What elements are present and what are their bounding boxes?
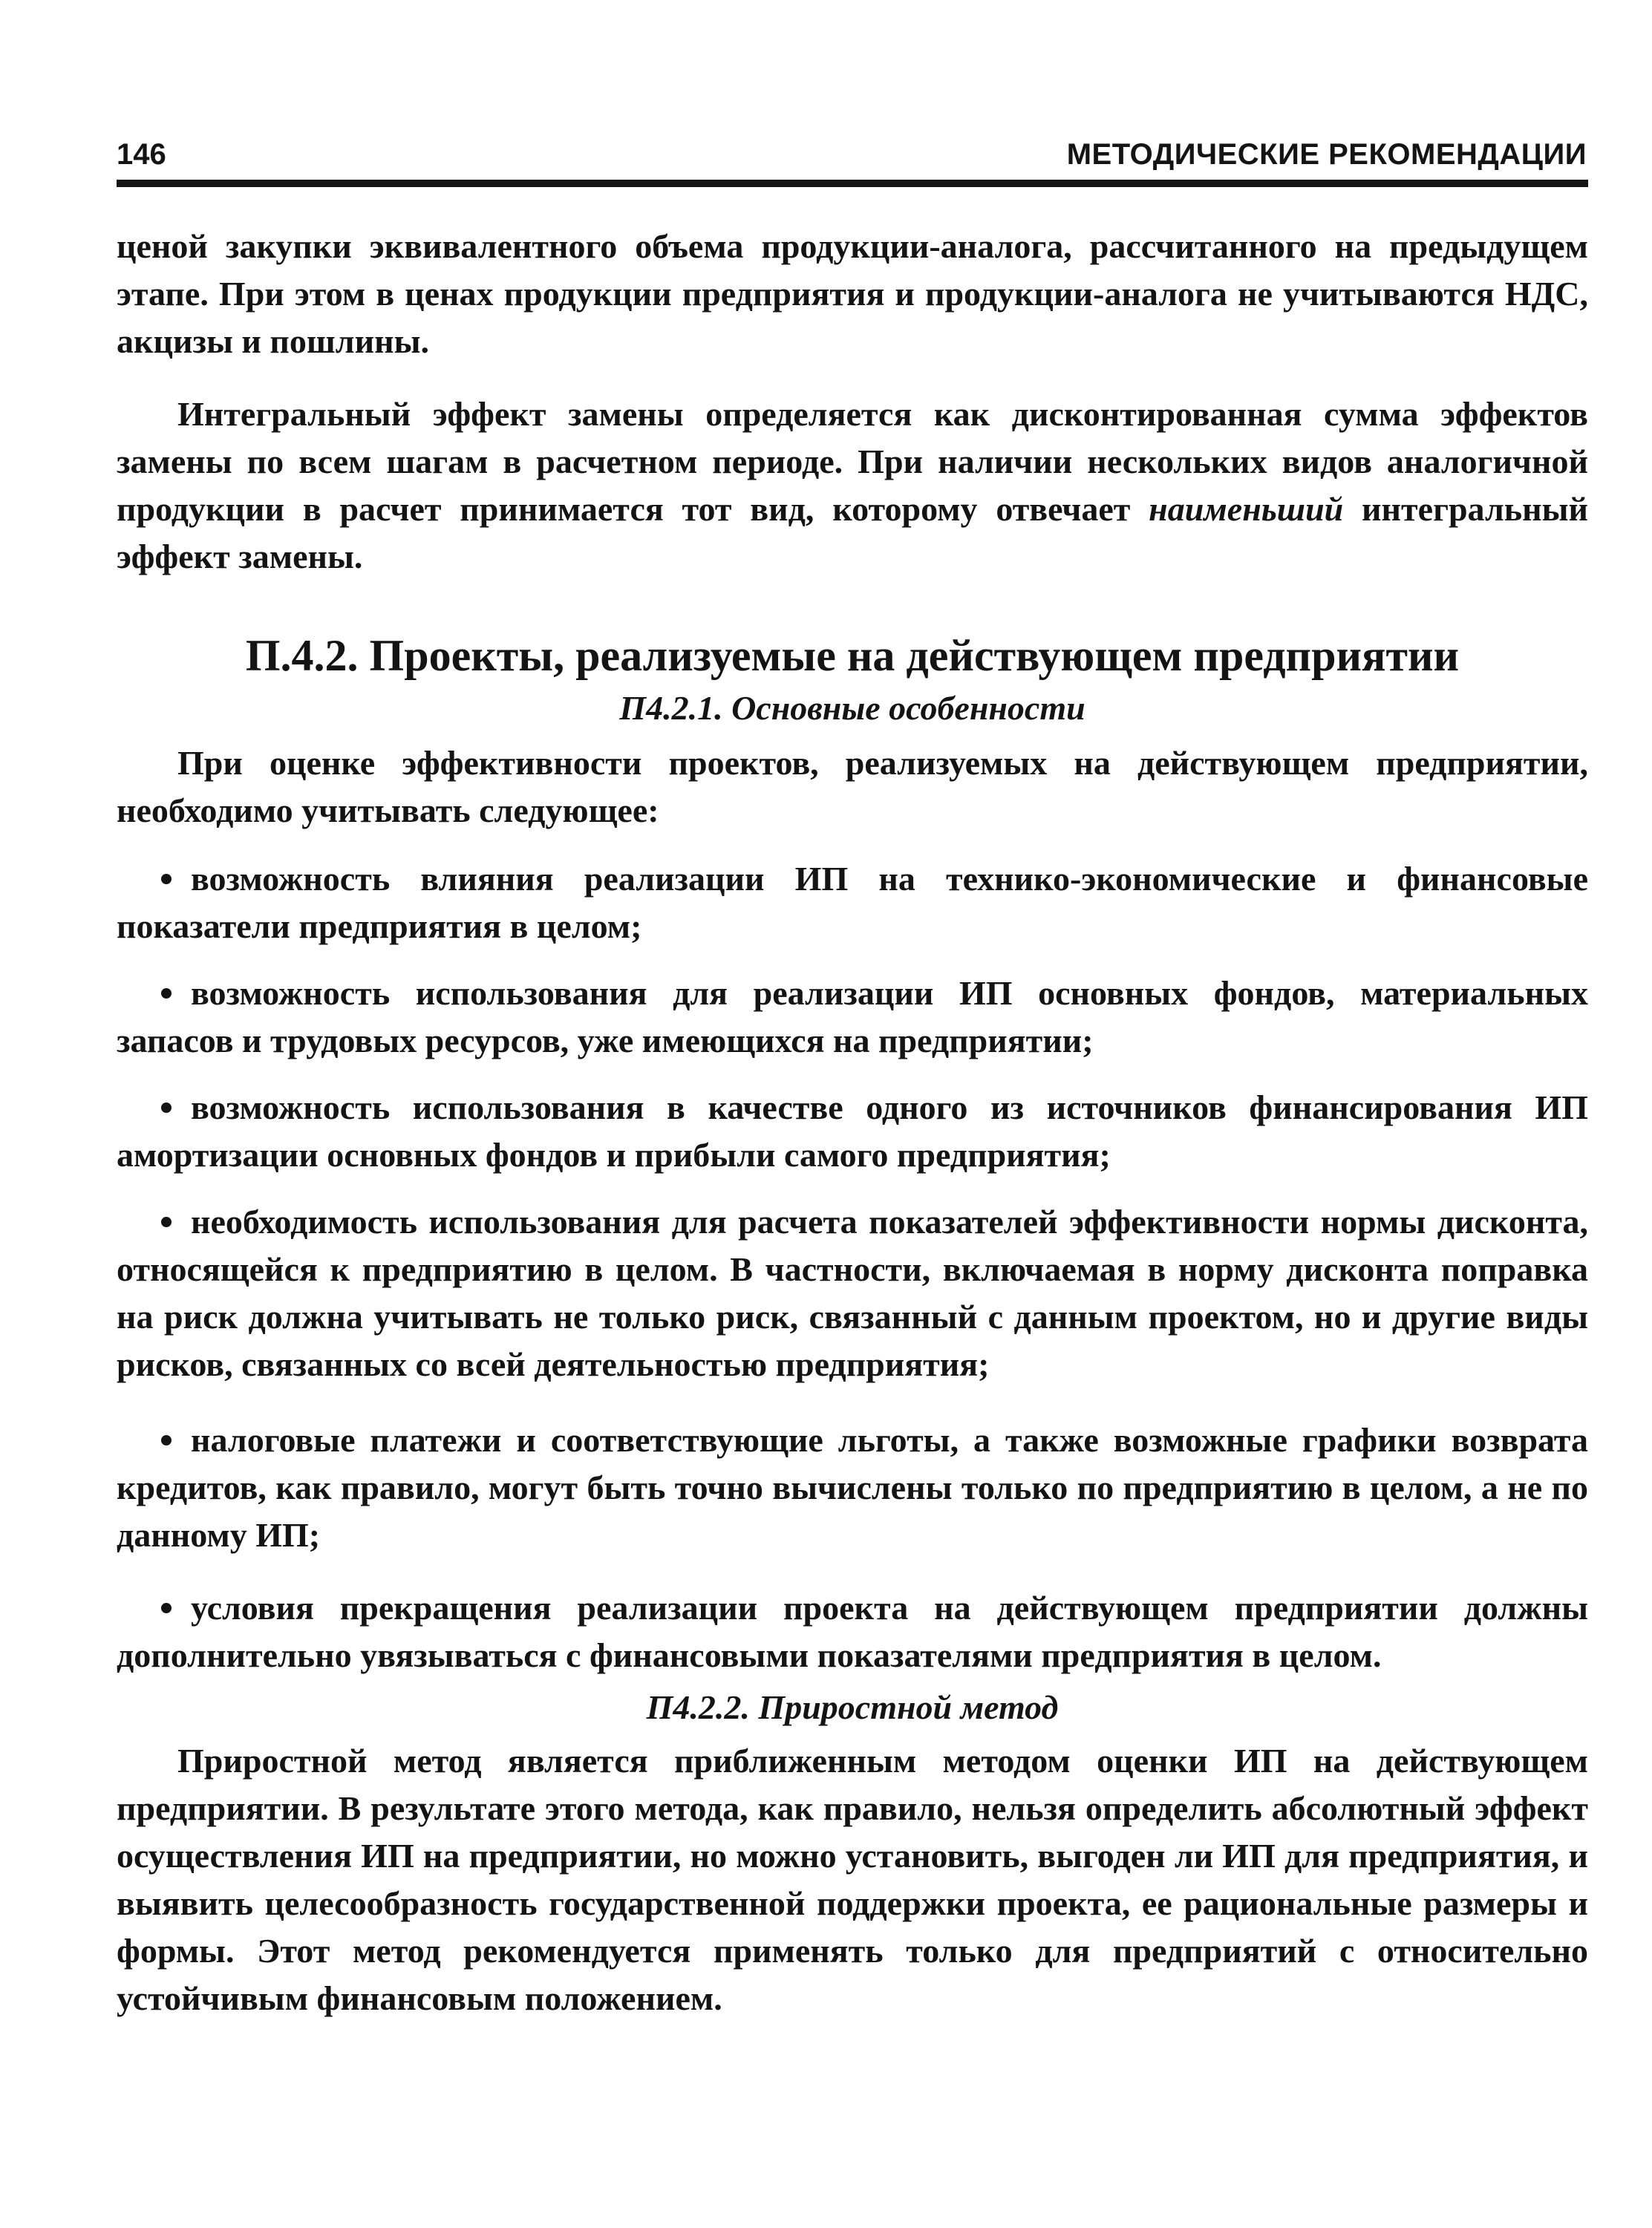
header-rule	[117, 180, 1588, 187]
paragraph-text: ценой закупки эквивалентного объема продукции-аналога, рассчитанного на предыдущем этапе. При этом в ценах продукции предприятия и продукции-аналога не учитываются НДС, акцизы и пошлины.	[117, 227, 1588, 360]
list-item-text: условия прекращения реализации проекта на действующем предприятии должны дополнительно увязываться с финансовыми показателями предприятия в целом.	[117, 1589, 1588, 1674]
list-item	[117, 1584, 1588, 1679]
list-item-text: налоговые платежи и соответствующие льготы, а также возможные графики возврата кредитов, как правило, могут быть точно вычислены только по предприятию в целом, а не по данному ИП;	[117, 1421, 1588, 1554]
list-item	[117, 1417, 1588, 1559]
list-item	[117, 1084, 1588, 1179]
emphasis-word: наименьший	[1149, 490, 1344, 528]
bullet-icon	[161, 988, 172, 999]
paragraph-text-start: Интегральный эффект замены определяется как дисконтированная сумма эффектов замены по всем шагам в расчетном периоде. При наличии нескольких видов аналогичной продукции в расчет принимается тот вид, которому отвечает	[117, 395, 1588, 528]
paragraph-text-end: интегральный эффект замены.	[117, 490, 1589, 575]
subsection-title-incremental-method: П4.2.2. Приростной метод	[646, 1688, 1059, 1726]
paragraph-continuation	[117, 223, 1588, 365]
bullet-icon	[161, 1603, 172, 1613]
list-item-text: возможность использования для реализации ИП основных фондов, материальных запасов и трудовых ресурсов, уже имеющихся на предприятии;	[117, 974, 1588, 1059]
paragraph-text: Приростной метод является приближенным методом оценки ИП на действующем предприятии. В результате этого метода, как правило, нельзя определить абсолютный эффект осуществления ИП на предприятии, но можно установить, выгоден ли ИП для предприятия, и выявить целесообразность государственной поддержки проекта, ее рациональные размеры и формы. Этот метод рекомендуется применять только для предприятий с относительно устойчивым финансовым положением.	[117, 1742, 1588, 2017]
list-item	[117, 855, 1588, 950]
list-item-text: необходимость использования для расчета показателей эффективности нормы дисконта, относящейся к предприятию в целом. В частности, включаемая в норму дисконта поправка на риск должна учитывать не только риск, связанный с данным проектом, но и другие виды рисков, связанных со всей деятельностью предприятия;	[117, 1203, 1588, 1383]
list-item-text: возможность использования в качестве одного из источников финансирования ИП амортизации основных фондов и прибыли самого предприятия;	[117, 1088, 1588, 1174]
page-number: 146	[117, 138, 166, 171]
list-item-text: возможность влияния реализации ИП на технико-экономические и финансовые показатели предприятия в целом;	[117, 860, 1588, 945]
paragraph-integral-effect	[117, 391, 1588, 581]
section-title: П.4.2. Проекты, реализуемые на действующем предприятии	[245, 631, 1460, 680]
bullet-icon	[161, 1102, 172, 1113]
list-item	[117, 1198, 1588, 1388]
bullet-icon	[161, 1435, 172, 1445]
bullet-icon	[161, 874, 172, 884]
paragraph-text	[117, 391, 1588, 581]
running-head	[117, 132, 1587, 177]
paragraph-incremental-method	[117, 1737, 1588, 2022]
subsection-title-main-features: П4.2.1. Основные особенности	[619, 689, 1085, 727]
running-title: МЕТОДИЧЕСКИЕ РЕКОМЕНДАЦИИ	[1066, 138, 1587, 171]
paragraph-text: При оценке эффективности проектов, реализуемых на действующем предприятии, необходимо учитывать следующее:	[117, 744, 1588, 829]
subsection-intro	[117, 739, 1588, 834]
bullet-icon	[161, 1217, 172, 1227]
list-item	[117, 970, 1588, 1065]
